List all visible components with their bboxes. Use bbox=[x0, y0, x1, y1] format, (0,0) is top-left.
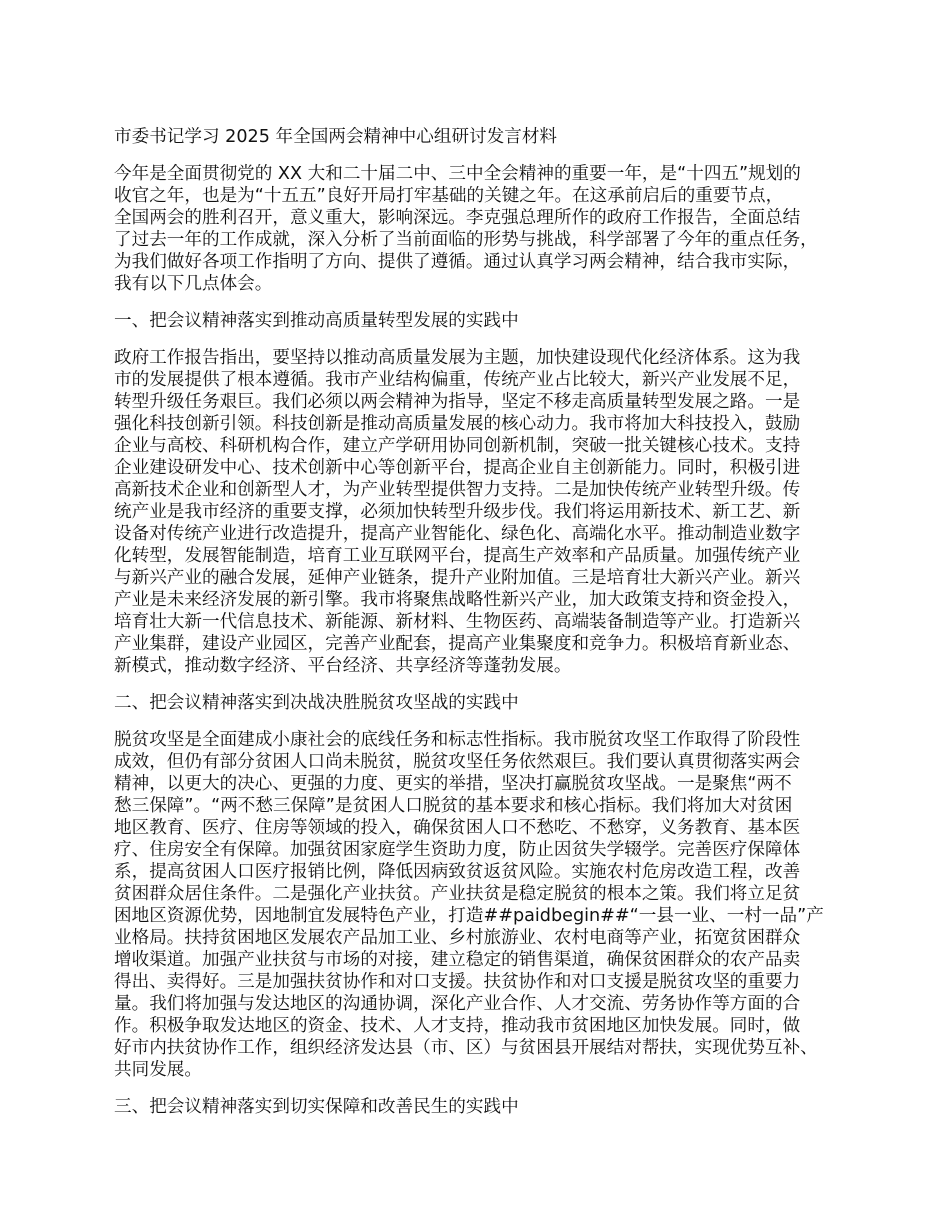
section-heading-2: 二、把会议精神落实到决战决胜脱贫攻坚战的实践中 bbox=[114, 693, 519, 713]
text-line: 设备对传统产业进行改造提升，提高产业智能化、绿色化、高端化水平。推动制造业数字 bbox=[114, 524, 801, 544]
text-line: 贫困群众居住条件。二是强化产业扶贫。产业扶贫是稳定脱贫的根本之策。我们将立足贫 bbox=[114, 884, 801, 904]
text-line: 市的发展提供了根本遵循。我市产业结构偏重，传统产业占比较大，新兴产业发展不足， bbox=[114, 370, 801, 390]
text-line: 培育壮大新一代信息技术、新能源、新材料、生物医药、高端装备制造等产业。打造新兴 bbox=[114, 612, 801, 632]
text-line: 系，提高贫困人口医疗报销比例，降低因病致贫返贫风险。实施农村危房改造工程，改善 bbox=[114, 862, 801, 882]
text-line: 业格局。扶持贫困地区发展农产品加工业、乡村旅游业、农村电商等产业，拓宽贫困群众 bbox=[114, 928, 801, 948]
text-line: 化转型，发展智能制造，培育工业互联网平台，提高生产效率和产品质量。加强传统产业 bbox=[114, 546, 801, 566]
text-line: 了过去一年的工作成就，深入分析了当前面临的形势与挑战，科学部署了今年的重点任务， bbox=[114, 230, 818, 250]
text-line: 产业是未来经济发展的新引擎。我市将聚焦战略性新兴产业，加大政策支持和资金投入， bbox=[114, 590, 801, 610]
text-line: 企业与高校、科研机构合作，建立产学研用协同创新机制，突破一批关键核心技术。支持 bbox=[114, 436, 801, 456]
text-line: 疗、住房安全有保障。加强贫困家庭学生资助力度，防止因贫失学辍学。完善医疗保障体 bbox=[114, 840, 801, 860]
text-line: 作。积极争取发达地区的资金、技术、人才支持，推动我市贫困地区加快发展。同时，做 bbox=[114, 1016, 801, 1036]
text-line: 为我们做好各项工作指明了方向、提供了遵循。通过认真学习两会精神，结合我市实际， bbox=[114, 252, 801, 272]
text-line: 成效，但仍有部分贫困人口尚未脱贫，脱贫攻坚任务依然艰巨。我们要认真贯彻落实两会 bbox=[114, 752, 801, 772]
section-heading-3: 三、把会议精神落实到切实保障和改善民生的实践中 bbox=[114, 1097, 519, 1117]
text-line: 共同发展。 bbox=[114, 1060, 202, 1080]
document-title: 市委书记学习 2025 年全国两会精神中心组研讨发言材料 bbox=[114, 127, 558, 147]
text-line: 得出、卖得好。三是加强扶贫协作和对口支援。扶贫协作和对口支援是脱贫攻坚的重要力 bbox=[114, 972, 801, 992]
text-line: 量。我们将加强与发达地区的沟通协调，深化产业合作、人才交流、劳务协作等方面的合 bbox=[114, 994, 801, 1014]
intro-paragraph bbox=[114, 163, 856, 295]
text-line: 转型升级任务艰巨。我们必须以两会精神为指导，坚定不移走高质量转型发展之路。一是 bbox=[114, 392, 801, 412]
text-line: 地区教育、医疗、住房等领域的投入，确保贫困人口不愁吃、不愁穿，义务教育、基本医 bbox=[114, 818, 801, 838]
text-line: 愁三保障”。“两不愁三保障”是贫困人口脱贫的基本要求和核心指标。我们将加大对贫困 bbox=[114, 796, 793, 816]
text-line: 政府工作报告指出，要坚持以推动高质量发展为主题，加快建设现代化经济体系。这为我 bbox=[114, 348, 801, 368]
text-line: 高新技术企业和创新型人才，为产业转型提供智力支持。二是加快传统产业转型升级。传 bbox=[114, 480, 801, 500]
text-line: 困地区资源优势，因地制宜发展特色产业，打造##paidbegin##“一县一业、一村一品”产 bbox=[114, 906, 824, 926]
text-line: 我有以下几点体会。 bbox=[114, 274, 273, 294]
text-line: 强化科技创新引领。科技创新是推动高质量发展的核心动力。我市将加大科技投入，鼓励 bbox=[114, 414, 801, 434]
document-page bbox=[114, 126, 856, 1133]
text-line: 新模式，推动数字经济、平台经济、共享经济等蓬勃发展。 bbox=[114, 656, 572, 676]
text-line: 收官之年，也是为“十五五”良好开局打牢基础的关键之年。在这承前启后的重要节点， bbox=[114, 186, 784, 206]
text-line: 精神，以更大的决心、更强的力度、更实的举措，坚决打赢脱贫攻坚战。一是聚焦“两不 bbox=[114, 774, 792, 794]
text-line: 增收渠道。加强产业扶贫与市场的对接，建立稳定的销售渠道，确保贫困群众的农产品卖 bbox=[114, 950, 801, 970]
text-line: 产业集群，建设产业园区，完善产业配套，提高产业集聚度和竞争力。积极培育新业态、 bbox=[114, 634, 801, 654]
text-line: 统产业是我市经济的重要支撑，必须加快转型升级步伐。我们将运用新技术、新工艺、新 bbox=[114, 502, 801, 522]
text-line: 今年是全面贯彻党的 XX 大和二十届二中、三中全会精神的重要一年，是“十四五”规划的 bbox=[114, 164, 801, 184]
text-line: 全国两会的胜利召开，意义重大，影响深远。李克强总理所作的政府工作报告，全面总结 bbox=[114, 208, 801, 228]
text-line: 与新兴产业的融合发展，延伸产业链条，提升产业附加值。三是培育壮大新兴产业。新兴 bbox=[114, 568, 801, 588]
text-line: 好市内扶贫协作工作，组织经济发达县（市、区）与贫困县开展结对帮扶，实现优势互补、 bbox=[114, 1038, 818, 1058]
text-line: 企业建设研发中心、技术创新中心等创新平台，提高企业自主创新能力。同时，积极引进 bbox=[114, 458, 801, 478]
section-heading-1: 一、把会议精神落实到推动高质量转型发展的实践中 bbox=[114, 311, 519, 331]
section-paragraph-1 bbox=[114, 347, 856, 677]
section-paragraph-2 bbox=[114, 729, 856, 1081]
text-line: 脱贫攻坚是全面建成小康社会的底线任务和标志性指标。我市脱贫攻坚工作取得了阶段性 bbox=[114, 730, 801, 750]
